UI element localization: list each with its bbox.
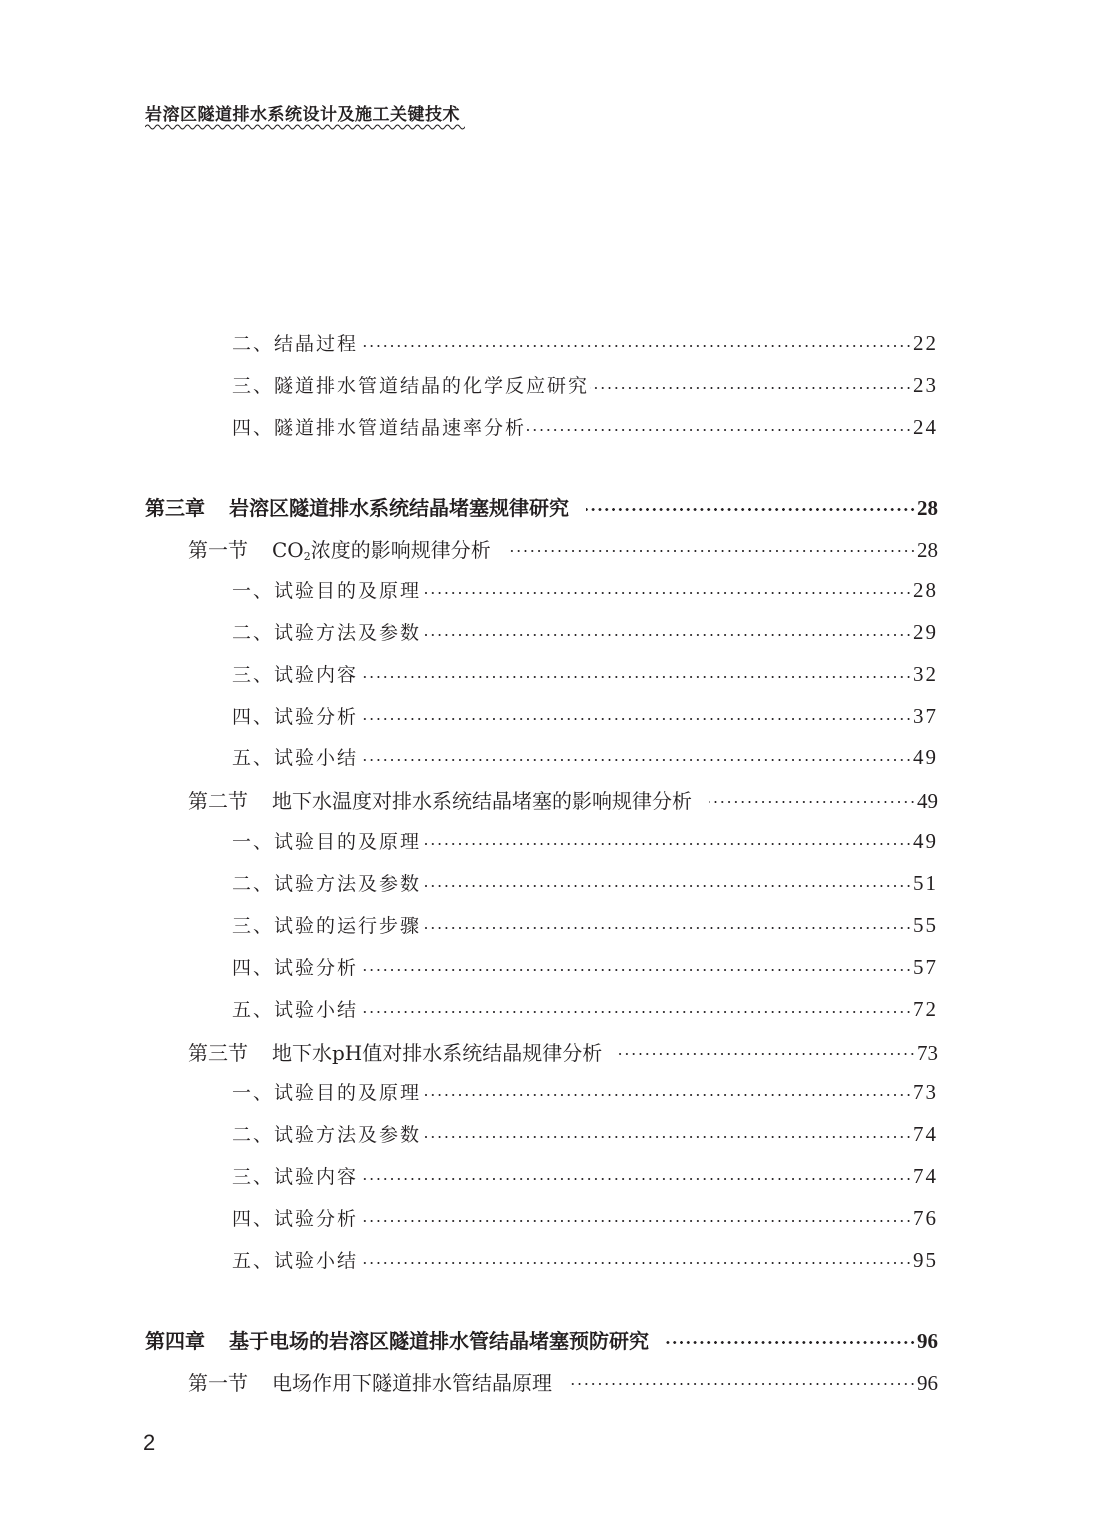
dot-leader bbox=[422, 1126, 912, 1145]
dot-leader bbox=[508, 539, 916, 559]
toc-entry-title: 三、试验内容 bbox=[232, 1166, 359, 1188]
toc-entry-item[interactable] bbox=[232, 869, 938, 899]
section-title: 电场作用下隧道排水管结晶原理 bbox=[272, 1371, 552, 1395]
toc-entry-item[interactable] bbox=[232, 743, 938, 773]
dot-leader bbox=[422, 917, 912, 936]
toc-entry-item[interactable] bbox=[232, 911, 938, 941]
toc-entry-item[interactable] bbox=[232, 618, 938, 648]
toc-entry-page: 24 bbox=[913, 415, 938, 439]
running-header: 岩溶区隧道排水系统设计及施工关键技术 bbox=[145, 105, 460, 125]
dot-leader bbox=[359, 749, 912, 768]
dot-leader bbox=[359, 335, 912, 354]
dot-leader bbox=[422, 875, 912, 894]
toc-entry-title: 二、试验方法及参数 bbox=[232, 1124, 422, 1146]
toc-entry-chapter[interactable] bbox=[145, 492, 938, 522]
formula-subscript: 2 bbox=[303, 550, 311, 563]
dot-leader bbox=[422, 582, 912, 601]
toc-entry-title: 五、试验小结 bbox=[232, 747, 359, 769]
toc-entry-page: 73 bbox=[917, 1041, 938, 1065]
section-title: 地下水pH值对排水系统结晶规律分析 bbox=[272, 1041, 603, 1065]
chapter-title: 岩溶区隧道排水系统结晶堵塞规律研究 bbox=[229, 496, 569, 520]
toc-entry-page: 95 bbox=[913, 1248, 938, 1272]
toc-entry-title: 一、试验目的及原理 bbox=[232, 831, 422, 853]
dot-leader bbox=[569, 1372, 916, 1392]
toc-entry-title bbox=[188, 534, 507, 563]
toc-entry-item[interactable] bbox=[232, 576, 938, 606]
dot-leader bbox=[619, 1042, 916, 1062]
dot-leader bbox=[586, 497, 916, 517]
toc-entry-item[interactable] bbox=[232, 413, 938, 443]
toc-entry-title: 四、试验分析 bbox=[232, 957, 359, 979]
section-title bbox=[272, 538, 491, 562]
toc-entry-page: 37 bbox=[913, 704, 938, 728]
dot-leader bbox=[359, 708, 912, 727]
toc-entry-title bbox=[188, 785, 708, 814]
chapter-number: 第四章 bbox=[145, 1329, 205, 1353]
section-number: 第一节 bbox=[188, 1371, 248, 1395]
section-title: 地下水温度对排水系统结晶堵塞的影响规律分析 bbox=[272, 789, 692, 813]
toc-entry-page: 28 bbox=[913, 578, 938, 602]
toc-entry-title bbox=[188, 1037, 618, 1066]
toc-entry-title: 三、隧道排水管道结晶的化学反应研究 bbox=[232, 375, 590, 397]
toc-entry-title: 五、试验小结 bbox=[232, 1250, 359, 1272]
toc-entry-title: 四、隧道排水管道结晶速率分析 bbox=[232, 417, 527, 439]
toc-entry-section[interactable] bbox=[188, 785, 938, 815]
wavy-rule-divider bbox=[145, 122, 465, 132]
toc-entry-title: 二、试验方法及参数 bbox=[232, 622, 422, 644]
toc-entry-page: 74 bbox=[913, 1122, 938, 1146]
toc-entry-title: 一、试验目的及原理 bbox=[232, 580, 422, 602]
dot-leader bbox=[359, 1001, 912, 1020]
toc-entry-page: 29 bbox=[913, 620, 938, 644]
toc-entry-item[interactable] bbox=[232, 1204, 938, 1234]
toc-entry-chapter[interactable] bbox=[145, 1325, 938, 1355]
dot-leader bbox=[709, 790, 916, 810]
toc-entry-page: 55 bbox=[913, 913, 938, 937]
dot-leader bbox=[359, 666, 912, 685]
toc-entry-title: 二、试验方法及参数 bbox=[232, 873, 422, 895]
section-number: 第一节 bbox=[188, 538, 248, 562]
toc-entry-section[interactable] bbox=[188, 534, 938, 564]
toc-entry-page: 28 bbox=[917, 538, 938, 562]
chapter-title: 基于电场的岩溶区隧道排水管结晶堵塞预防研究 bbox=[229, 1329, 649, 1353]
dot-leader bbox=[666, 1330, 916, 1350]
toc-entry-page: 23 bbox=[913, 373, 938, 397]
toc-entry-section[interactable] bbox=[188, 1367, 938, 1397]
toc-entry-title bbox=[188, 1367, 568, 1396]
section-number: 第三节 bbox=[188, 1041, 248, 1065]
toc-entry-page: 49 bbox=[913, 745, 938, 769]
toc-entry-title: 三、试验的运行步骤 bbox=[232, 915, 422, 937]
toc-entry-page: 28 bbox=[917, 496, 938, 520]
toc-entry-page: 32 bbox=[913, 662, 938, 686]
toc-entry-title: 三、试验内容 bbox=[232, 664, 359, 686]
dot-leader bbox=[359, 1210, 912, 1229]
toc-entry-title: 一、试验目的及原理 bbox=[232, 1082, 422, 1104]
section-number: 第二节 bbox=[188, 789, 248, 813]
toc-entry-item[interactable] bbox=[232, 1120, 938, 1150]
toc-entry-title bbox=[145, 492, 585, 521]
toc-entry-page: 72 bbox=[913, 997, 938, 1021]
dot-leader bbox=[422, 624, 912, 643]
page-number: 2 bbox=[143, 1430, 156, 1455]
toc-entry-page: 74 bbox=[913, 1164, 938, 1188]
dot-leader bbox=[422, 1084, 912, 1103]
toc-entry-title: 四、试验分析 bbox=[232, 1208, 359, 1230]
toc-entry-item[interactable] bbox=[232, 660, 938, 690]
toc-entry-page: 57 bbox=[913, 955, 938, 979]
toc-entry-page: 76 bbox=[913, 1206, 938, 1230]
toc-entry-item[interactable] bbox=[232, 1162, 938, 1192]
formula-co: CO bbox=[272, 538, 304, 562]
toc-entry-title: 四、试验分析 bbox=[232, 706, 359, 728]
toc-entry-page: 96 bbox=[917, 1329, 938, 1353]
toc-entry-page: 96 bbox=[917, 1371, 938, 1395]
toc-entry-page: 22 bbox=[913, 331, 938, 355]
toc-entry-page: 49 bbox=[917, 789, 938, 813]
dot-leader bbox=[359, 1252, 912, 1271]
toc-entry-title: 二、结晶过程 bbox=[232, 333, 359, 355]
toc-entry-item[interactable] bbox=[232, 827, 938, 857]
toc-entry-item[interactable] bbox=[232, 1246, 938, 1276]
toc-entry-item[interactable] bbox=[232, 953, 938, 983]
toc-entry-title: 五、试验小结 bbox=[232, 999, 359, 1021]
chapter-number: 第三章 bbox=[145, 496, 205, 520]
toc-entry-item[interactable] bbox=[232, 702, 938, 732]
dot-leader bbox=[359, 1168, 912, 1187]
toc-entry-item[interactable] bbox=[232, 1078, 938, 1108]
toc-entry-page: 49 bbox=[913, 829, 938, 853]
toc-entry-title bbox=[145, 1325, 665, 1354]
dot-leader bbox=[422, 833, 912, 852]
toc-entry-section[interactable] bbox=[188, 1037, 938, 1067]
toc-entry-page: 51 bbox=[913, 871, 938, 895]
section-title-rest: 浓度的影响规律分析 bbox=[310, 538, 491, 562]
dot-leader bbox=[359, 959, 912, 978]
toc-entry-item[interactable] bbox=[232, 371, 938, 401]
toc-entry-item[interactable] bbox=[232, 995, 938, 1025]
toc-entry-page: 73 bbox=[913, 1080, 938, 1104]
dot-leader bbox=[590, 377, 912, 396]
dot-leader bbox=[527, 419, 912, 438]
toc-entry-item[interactable] bbox=[232, 329, 938, 359]
